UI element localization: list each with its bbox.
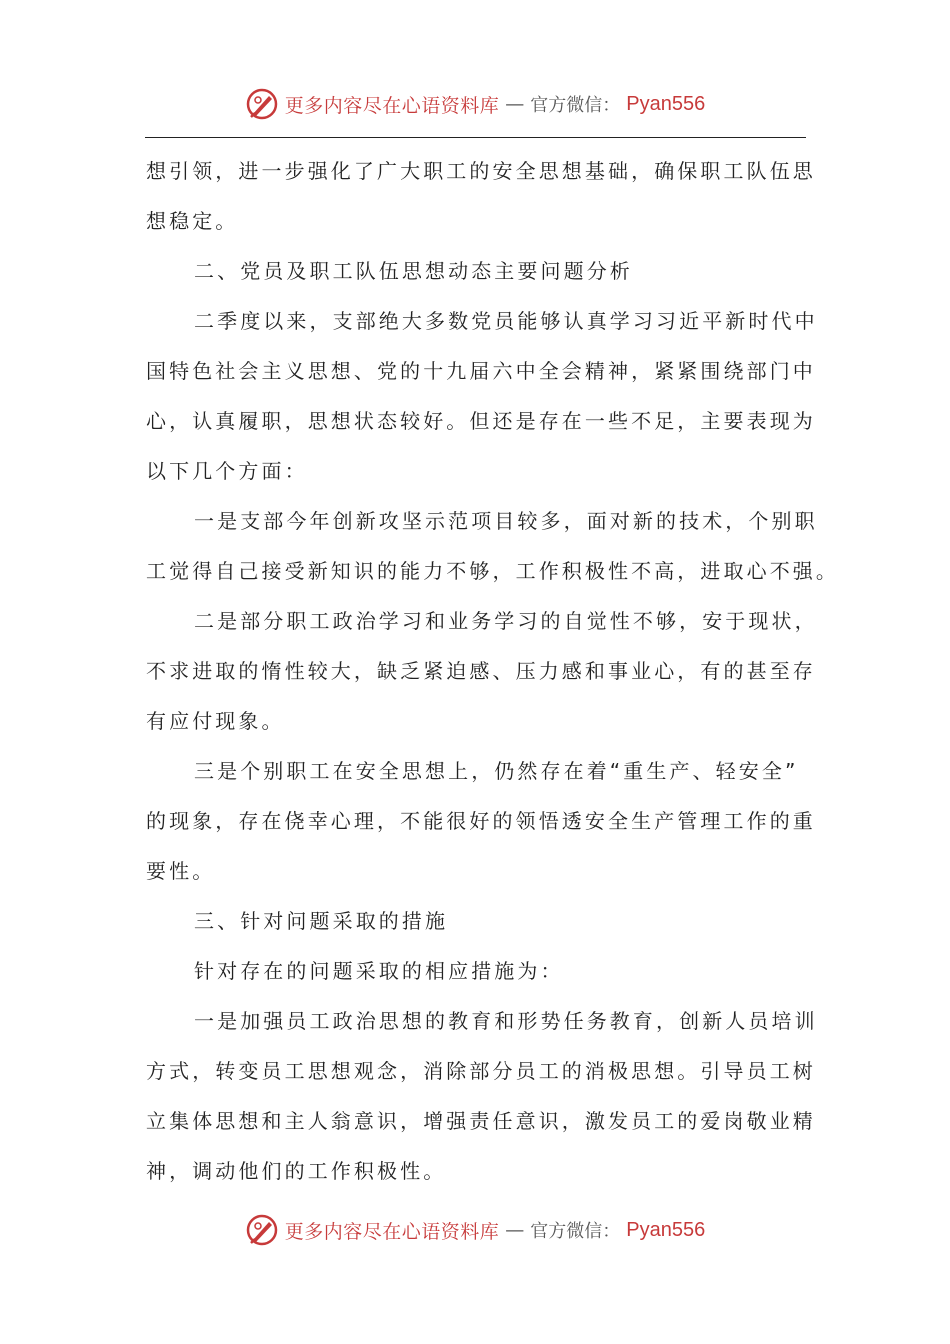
section-heading: 三、针对问题采取的措施	[194, 909, 449, 933]
text-line: 国特色社会主义思想、党的十九届六中全会精神，紧紧围绕部门中	[146, 359, 816, 383]
wechat-label: 官方微信：	[530, 1221, 621, 1242]
header-divider	[145, 137, 806, 138]
wechat-label: 官方微信：	[530, 95, 621, 116]
text-line: 方式，转变员工思想观念，消除部分员工的消极思想。引导员工树	[146, 1059, 816, 1083]
text-line: 不求进取的惰性较大，缺乏紧迫感、压力感和事业心，有的甚至存	[146, 659, 816, 683]
header-banner	[0, 84, 950, 124]
banner-dash: —	[505, 1219, 525, 1241]
document-body	[146, 146, 839, 1196]
text-line: 的现象，存在侥幸心理，不能很好的领悟透安全生产管理工作的重	[146, 809, 816, 833]
text-line: 神，调动他们的工作积极性。	[146, 1159, 447, 1183]
text-line: 二是部分职工政治学习和业务学习的自觉性不够，安于现状，	[194, 609, 818, 633]
wechat-id: Pyan556	[626, 92, 706, 115]
banner-text: 更多内容尽在心语资料库	[284, 1220, 500, 1243]
text-line: 一是支部今年创新攻坚示范项目较多，面对新的技术，个别职	[194, 509, 818, 533]
wechat-id: Pyan556	[626, 1218, 706, 1241]
banner-text: 更多内容尽在心语资料库	[284, 94, 500, 117]
section-heading: 二、党员及职工队伍思想动态主要问题分析	[194, 259, 633, 283]
text-line: 二季度以来，支部绝大多数党员能够认真学习习近平新时代中	[194, 309, 818, 333]
text-line: 要性。	[146, 859, 216, 883]
text-line: 想稳定。	[146, 209, 239, 233]
text-line: 以下几个方面：	[146, 459, 308, 483]
text-line: 三是个别职工在安全思想上，仍然存在着“重生产、轻安全”	[194, 759, 799, 783]
text-line: 立集体思想和主人翁意识，增强责任意识，激发员工的爱岗敬业精	[146, 1109, 816, 1133]
quill-pen-logo-icon	[245, 87, 279, 121]
quill-pen-logo-icon	[245, 1213, 279, 1247]
text-line: 心，认真履职，思想状态较好。但还是存在一些不足，主要表现为	[146, 409, 816, 433]
text-line: 针对存在的问题采取的相应措施为：	[194, 959, 564, 983]
text-line: 有应付现象。	[146, 709, 285, 733]
footer-banner	[0, 1210, 950, 1250]
banner-dash: —	[505, 93, 525, 115]
text-line: 工觉得自己接受新知识的能力不够，工作积极性不高，进取心不强。	[146, 559, 839, 583]
text-line: 想引领，进一步强化了广大职工的安全思想基础，确保职工队伍思	[146, 159, 816, 183]
text-line: 一是加强员工政治思想的教育和形势任务教育，创新人员培训	[194, 1009, 818, 1033]
